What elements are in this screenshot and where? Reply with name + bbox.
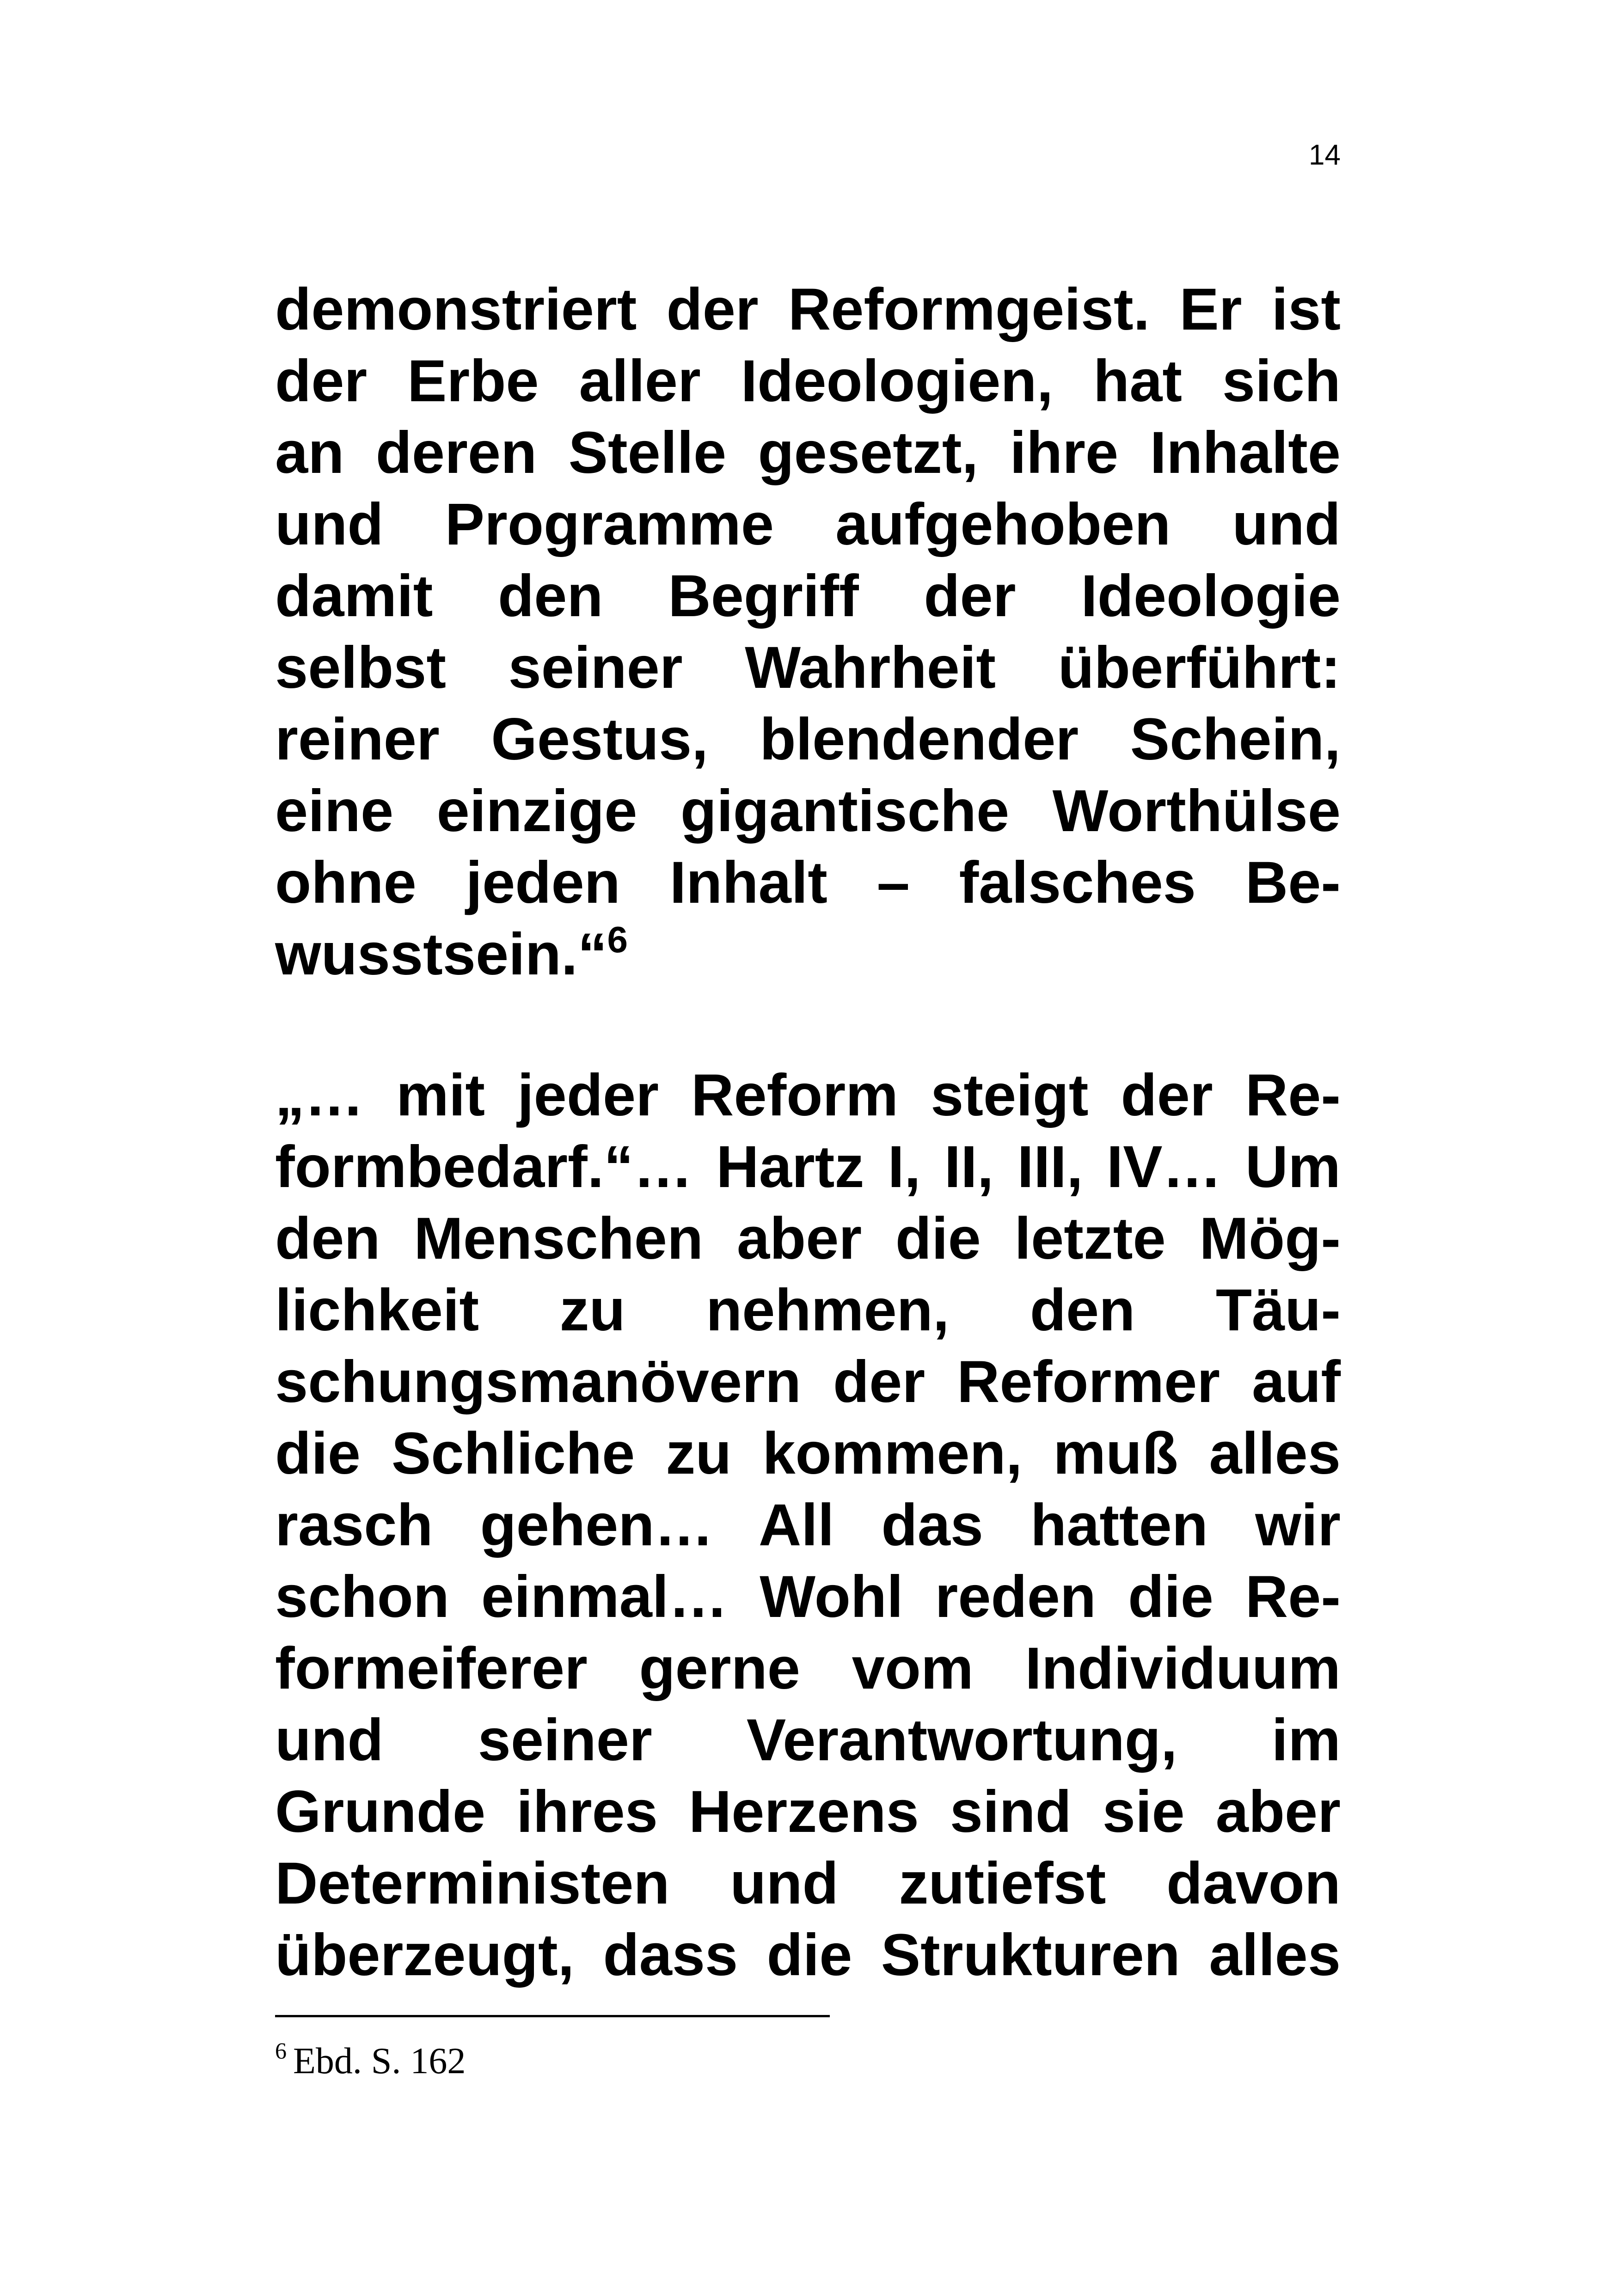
text-line-last bbox=[275, 918, 1341, 990]
paragraph-1 bbox=[275, 274, 1341, 990]
text-line: Grunde ihres Herzens sind sie aber bbox=[275, 1779, 1341, 1845]
footnote-separator bbox=[275, 2015, 830, 2017]
text-line: formbedarf.“… Hartz I, II, III, IV… Um bbox=[275, 1134, 1341, 1200]
text-line: „… mit jeder Reform steigt der Re- bbox=[275, 1062, 1341, 1128]
text-line: schon einmal… Wohl reden die Re- bbox=[275, 1564, 1341, 1630]
footnote-reference[interactable]: 6 bbox=[607, 919, 628, 960]
text-line: überzeugt, dass die Strukturen alles bbox=[275, 1922, 1341, 1988]
text-line-last-content: wusstsein.“ bbox=[275, 921, 607, 987]
text-line: und seiner Verantwortung, im bbox=[275, 1707, 1341, 1773]
text-line: und Programme aufgehoben und bbox=[275, 491, 1341, 557]
text-line: schungsmanövern der Reformer auf bbox=[275, 1349, 1341, 1415]
text-line: lichkeit zu nehmen, den Täu- bbox=[275, 1277, 1341, 1343]
text-line: eine einzige gigantische Worthülse bbox=[275, 778, 1341, 844]
text-line: formeiferer gerne vom Individuum bbox=[275, 1635, 1341, 1702]
text-line: den Menschen aber die letzte Mög- bbox=[275, 1206, 1341, 1272]
text-line: an deren Stelle gesetzt, ihre Inhalte bbox=[275, 420, 1341, 486]
text-line: damit den Begriff der Ideologie bbox=[275, 563, 1341, 629]
paragraph-2 bbox=[275, 1059, 1341, 1991]
text-line: reiner Gestus, blendender Schein, bbox=[275, 706, 1341, 772]
footnote-text: Ebd. S. 162 bbox=[293, 2041, 466, 2082]
footnote-number: 6 bbox=[275, 2038, 287, 2063]
text-line: die Schliche zu kommen, muß alles bbox=[275, 1420, 1341, 1487]
page-number: 14 bbox=[1309, 139, 1341, 171]
text-line: der Erbe aller Ideologien, hat sich bbox=[275, 348, 1341, 414]
text-line: Deterministen und zutiefst davon bbox=[275, 1850, 1341, 1916]
text-line: rasch gehen… All das hatten wir bbox=[275, 1492, 1341, 1558]
text-line: demonstriert der Reformgeist. Er ist bbox=[275, 276, 1341, 343]
text-line: selbst seiner Wahrheit überführt: bbox=[275, 635, 1341, 701]
footnote bbox=[275, 2036, 466, 2087]
text-line: ohne jeden Inhalt – falsches Be- bbox=[275, 850, 1341, 916]
